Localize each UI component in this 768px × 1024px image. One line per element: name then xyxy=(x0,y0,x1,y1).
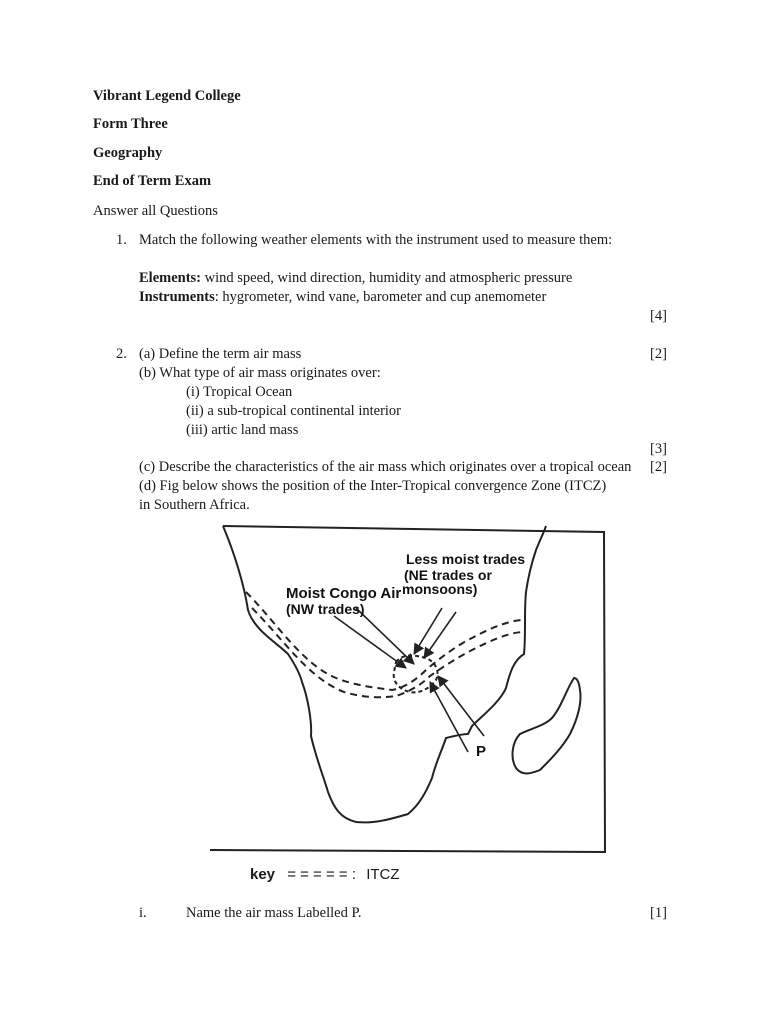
moist-air-arrow-2 xyxy=(356,608,414,664)
q2d-line2: in Southern Africa. xyxy=(139,497,250,513)
q2b-iii: (iii) artic land mass xyxy=(186,422,299,438)
convergence-zone xyxy=(394,656,438,693)
q1-elements-text: wind speed, wind direction, humidity and atmospheric pressure xyxy=(201,270,573,286)
q1-marks: [4] xyxy=(650,308,667,324)
less-moist-arrow-1 xyxy=(414,608,442,654)
q2c-text: (c) Describe the characteristics of the air mass which originates over a tropical ocean xyxy=(139,459,632,475)
subject-title: Geography xyxy=(93,145,163,161)
label-less-moist-2: (NE trades or xyxy=(404,567,492,583)
q2b-marks: [3] xyxy=(650,441,667,457)
q2d-i-text: Name the air mass Labelled P. xyxy=(186,905,362,921)
p-arrow-1 xyxy=(430,682,468,752)
q1-instruments-label: Instruments xyxy=(139,289,215,305)
itcz-map-figure xyxy=(206,522,614,882)
q1-number: 1. xyxy=(116,232,127,248)
q1-elements-line xyxy=(139,270,572,287)
q2c-marks: [2] xyxy=(650,459,667,475)
q2b-i: (i) Tropical Ocean xyxy=(186,384,293,400)
key-dashes-symbol: = = = = = : xyxy=(287,866,357,883)
q2a-marks: [2] xyxy=(650,346,667,362)
p-arrow-2 xyxy=(438,676,484,736)
q2d-line1: (d) Fig below shows the position of the Inter-Tropical convergence Zone (ITCZ) xyxy=(139,478,607,494)
form-level: Form Three xyxy=(93,116,168,132)
label-less-moist-1: Less moist trades xyxy=(406,551,526,567)
q1-text: Match the following weather elements with the instrument used to measure them: xyxy=(139,232,613,248)
q1-instruments-line xyxy=(139,289,546,306)
itcz-line-lower xyxy=(252,608,524,697)
coastline xyxy=(223,526,546,822)
q1-instruments-text: : hygrometer, wind vane, barometer and cup anemometer xyxy=(214,289,547,305)
exam-title: End of Term Exam xyxy=(93,173,212,189)
q2a-text: (a) Define the term air mass xyxy=(139,346,302,362)
instruction-text: Answer all Questions xyxy=(93,203,218,219)
key-item-itcz: ITCZ xyxy=(366,866,400,883)
q2-number: 2. xyxy=(116,346,127,362)
map-key xyxy=(250,866,400,883)
key-label: key xyxy=(250,866,276,883)
madagascar-outline xyxy=(513,678,581,774)
moist-air-arrow-1 xyxy=(334,616,406,668)
label-moist-congo-2: (NW trades) xyxy=(286,601,365,617)
q2d-i-number: i. xyxy=(139,905,147,921)
q2d-i-marks: [1] xyxy=(650,905,667,921)
label-less-moist-3: monsoons) xyxy=(402,581,478,597)
q2b-ii: (ii) a sub-tropical continental interior xyxy=(186,403,402,419)
label-moist-congo-1: Moist Congo Air xyxy=(286,585,402,602)
q2b-text: (b) What type of air mass originates over: xyxy=(139,365,381,381)
label-p: P xyxy=(476,743,487,760)
q1-elements-label: Elements: xyxy=(139,270,202,286)
school-name: Vibrant Legend College xyxy=(93,88,241,104)
